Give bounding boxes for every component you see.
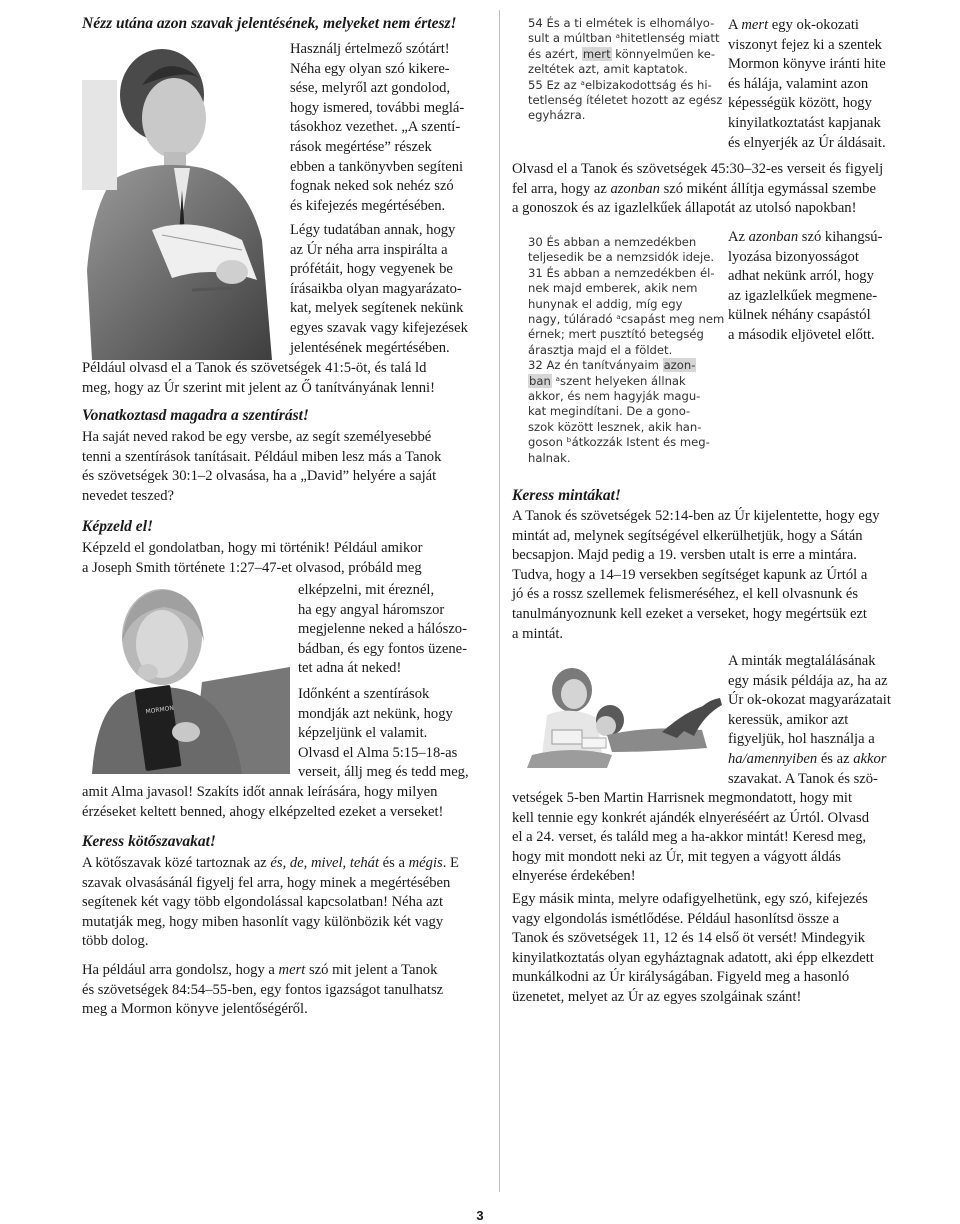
azonban-instruction-paragraph: Olvasd el a Tanok és szövetségek 45:30–32-es verseit és figyelj fel arra, hogy az azonban szó miként állítja egymással szembe a gonoszok és az igazlelkűek állapotát az utolsó napokban! — [512, 161, 884, 217]
scripture-excerpt-dc-84: 54 És a ti elmétek is elhomályo- sult a múltban ᵃhitetlenség miatt és azért, mert könnyelműen ke- zeltétek azt, amit kaptatok. 55 Ez az ᵃelbizakodottság és hi- tetlenség ítéletet hozott az egész egyházra. — [528, 16, 723, 123]
cause-effect-paragraph: A minták megtalálásának egy másik példája az, ha az Úr ok-okozat magyarázatait keressük, amikor azt figyeljük, hol használja a ha/amennyiben és az akkor szavakat. A Tanok és szö- — [728, 653, 891, 787]
angel-visit-paragraph: elképzelni, mit éreznél, ha egy angyal háromszor megjelenne neked a hálószo- bádban, és egy fontos üzene- tet adna át neked! — [298, 582, 467, 677]
patterns-paragraph: A Tanok és szövetségek 52:14-ben az Úr kijelentette, hogy egy mintát ad, melynek segítségével elkerülhetjük, hogy a Sátán becsapjon. Majd pedig a 19. versben utalt is erre a mintára. Tudva, hogy a 14–19 versekben segítséget kapunk az Úrtól a jó és a rossz szellemek felismeréséhez, el kell olvasnunk és tanulmányoznunk kell ezeket a verseket, hogy megértsük ezt a mintát. — [512, 508, 880, 642]
heading-look-up-words: Nézz utána azon szavak jelentésének, melyeket nem értesz! — [82, 15, 457, 32]
prophets-explanation-paragraph: Légy tudatában annak, hogy az Úr néha arra inspirálta a prófétáit, hogy vegyenek be írásaikba olyan magyarázato- kat, melyek segítenek nekünk egyes szavak vagy kifejezések jelentésének megértésében. — [290, 222, 468, 356]
alma-paragraph: Időnként a szentírások mondják azt nekünk, hogy képzeljünk el valamit. Olvasd el Alma 5:15–18-as verseit, állj meg és tedd meg, — [298, 686, 469, 781]
conjunctions-paragraph: A kötőszavak közé tartoznak az és, de, mivel, tehát és a mégis. E szavak olvasásánál figyelj fel arra, hogy minek a megértésében segítenek két vagy több elgondolással kapcsolatban! Néha azt mutatják meg, hogy miben hasonlít vagy különbözik két vagy több dolog. — [82, 855, 459, 950]
cause-effect-paragraph-continued: vetségek 5-ben Martin Harrisnek megmondatott, hogy mit kell tennie egy konkrét ajándék elnyeréséért az Úrtól. Olvasd el a 24. verset, és találd meg a ha-akkor mintát! Keresd meg, hogy mit mondott neki az Úr, mit tegyen a vágyott áldás elnyerése érdekében! — [512, 790, 869, 885]
scripture-excerpt-dc-45: 30 És abban a nemzedékben teljesedik be a nemzsidók ideje. 31 És abban a nemzedékben él- nek majd emberek, akik nem hunynak el addig, míg egy nagy, túláradó ᵃcsapást meg nem érnek; mert pusztító betegség árasztja majd el a földet. 32 Az én tanítványaim azon- ban ᵃszent helyeken állnak akkor, és nem hagyják magu- kat megindítani. De a gono- szok között lesznek, akik han- goson ᵇátkozzák Istent és meg- halnak. — [528, 235, 725, 465]
azonban-note: Az azonban szó kihangsú- lyozása bizonyosságot adhat nekünk arról, hogy az igazlelkűek megmene- külnek néhány csapástól a második eljövetel előtt. — [728, 229, 883, 343]
column-divider — [499, 10, 500, 1192]
highlighted-line: ban ᵃszent helyeken állnak — [529, 373, 686, 388]
young-man-reading-photo — [82, 40, 282, 360]
heading-find-patterns: Keress mintákat! — [512, 487, 621, 504]
page-number: 3 — [476, 1208, 484, 1223]
heading-imagine: Képzeld el! — [82, 518, 154, 535]
repetition-pattern-paragraph: Egy másik minta, melyre odafigyelhetünk, egy szó, kifejezés vagy elgondolás ismétlődése. Például hasonlítsd össze a Tanok és szövetségek 11, 12 és 14 első öt versét! Mindegyik kinyilatkoztatás olyan egyháztagnak adatott, aki épp elkezdett munkálkodni az Úr királyságában. Figyeld meg a hasonló üzenetet, melyet az Úr az egyes szolgáinak szánt! — [512, 891, 874, 1005]
heading-find-conjunctions: Keress kötőszavakat! — [82, 833, 216, 850]
highlighted-line: és azért, mert könnyelműen ke- — [528, 46, 716, 61]
apply-scripture-paragraph: Ha saját neved rakod be egy versbe, az segít személyesebbé tenni a szentírások tanításait. Például miben lesz más a Tanok és szövetségek 30:1–2 olvasása, ha a „David” helyére a saját nevedet teszed? — [82, 429, 442, 504]
example-41-5-paragraph: Például olvasd el a Tanok és szövetségek 41:5-öt, és talá ld meg, hogy az Úr szerint mit jelent az Ő tanítványának lenni! — [82, 360, 435, 396]
mert-note: A mert egy ok-okozati viszonyt fejez ki a szentek Mormon könyve iránti hite és hálája, valamint azon képességük között, hogy kinyilatkoztatást kapjanak és elnyerjék az Úr áldásait. — [728, 17, 886, 151]
highlighted-line: 32 Az én tanítványaim azon- — [528, 358, 696, 373]
alma-paragraph-continued: amit Alma javasol! Szakíts időt annak leírására, hogy milyen érzéseket keltett benned, ahogy elképzelted ezeket a verseket! — [82, 784, 444, 820]
svg-text:MORMON: MORMON — [145, 704, 175, 716]
children-reading-photo — [512, 660, 724, 770]
young-woman-with-book-photo — [82, 582, 290, 774]
imagine-paragraph: Képzeld el gondolatban, hogy mi történik! Például amikor a Joseph Smith története 1:27–47-et olvasod, próbáld meg — [82, 540, 423, 576]
dictionary-paragraph: Használj értelmező szótárt! Néha egy olyan szó kikere- sése, melyről azt gondolod, hogy ismered, további meglá- tásokhoz vezethet. „A szentí- rások megértése” részek ebben a tankönyvben segíteni fognak neked sok nehéz szó és kifejezés megértésében. — [290, 41, 465, 214]
heading-apply-scripture: Vonatkoztasd magadra a szentírást! — [82, 407, 309, 424]
mert-example-paragraph: Ha például arra gondolsz, hogy a mert szó mit jelent a Tanok és szövetségek 84:54–55-ben, egy fontos igazságot tanulhatsz meg a Mormon könyve jelentőségéről. — [82, 962, 444, 1018]
